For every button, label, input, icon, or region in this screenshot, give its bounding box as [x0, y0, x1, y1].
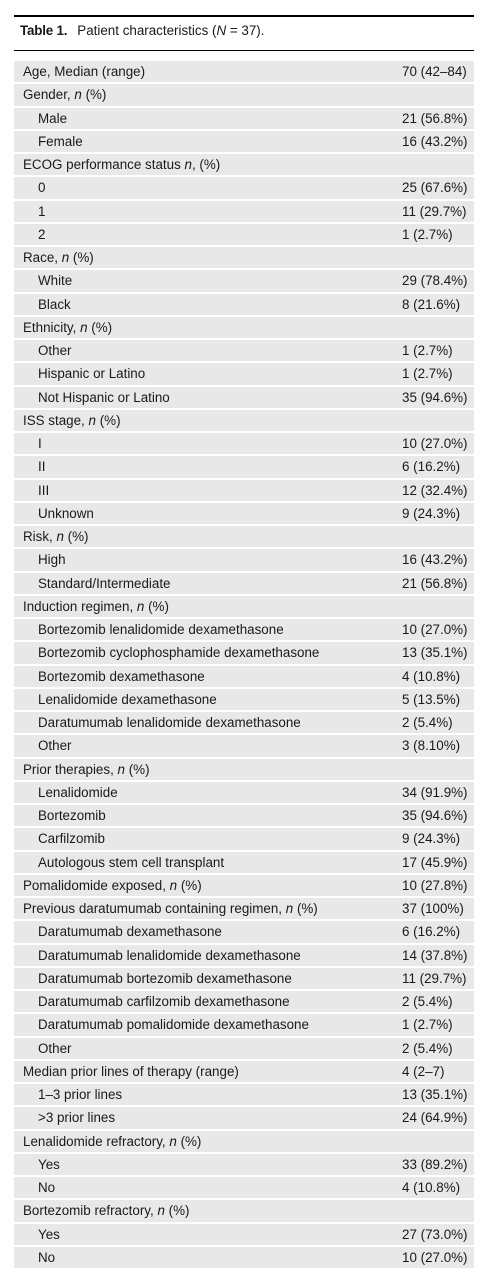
row-label-suffix: (%) — [69, 250, 94, 266]
row-label-text: Prior therapies, — [23, 761, 114, 777]
row-label-text: Lenalidomide dexamethasone — [38, 691, 217, 707]
row-value: 21 (56.8%) — [402, 573, 474, 594]
row-value: 9 (24.3%) — [402, 503, 474, 524]
row-label-text: Other — [38, 343, 72, 359]
row-label-n: n — [80, 319, 88, 335]
row-value — [402, 84, 474, 105]
table-row — [14, 642, 474, 663]
row-sublabel — [14, 1177, 402, 1198]
row-label-text: Race, — [23, 250, 58, 266]
row-label-n: n — [56, 529, 64, 545]
table-row — [14, 689, 474, 710]
row-label-suffix: (%) — [63, 529, 89, 545]
table-row — [14, 224, 474, 245]
row-label-text: Female — [38, 133, 83, 149]
row-label-n: n — [136, 598, 145, 614]
row-label-n: n — [157, 1203, 165, 1219]
row-value: 25 (67.6%) — [402, 177, 474, 198]
row-sublabel — [14, 177, 402, 198]
row-value: 4 (10.8%) — [402, 666, 474, 687]
row-value: 29 (78.4%) — [402, 270, 474, 291]
table-row — [14, 526, 474, 547]
table-row — [14, 1224, 474, 1245]
table-row — [14, 1084, 474, 1105]
row-label-text: Standard/Intermediate — [38, 575, 171, 591]
table-row — [14, 1061, 474, 1082]
row-label-suffix: , (%) — [191, 157, 221, 173]
table-row — [14, 759, 474, 780]
row-value: 10 (27.0%) — [402, 433, 474, 454]
row-value — [402, 526, 474, 547]
table-row — [14, 735, 474, 756]
row-label-suffix: (%) — [293, 901, 318, 917]
row-label — [14, 317, 402, 338]
row-value: 10 (27.8%) — [402, 875, 474, 896]
table-row — [14, 968, 474, 989]
row-label-n: n — [117, 761, 125, 777]
row-label-suffix: (%) — [95, 412, 121, 428]
row-label-text: Bortezomib — [38, 808, 106, 824]
row-label-n: n — [285, 901, 294, 917]
row-label-text: Black — [38, 296, 71, 312]
row-sublabel — [14, 1154, 402, 1175]
row-label-text: II — [38, 459, 46, 475]
row-label-text: Daratumumab lenalidomide dexamethasone — [38, 947, 301, 963]
row-value: 10 (27.0%) — [402, 619, 474, 640]
row-sublabel — [14, 968, 402, 989]
row-label-n: n — [61, 250, 70, 266]
row-label-text: Not Hispanic or Latino — [38, 389, 170, 405]
row-value: 11 (29.7%) — [402, 201, 474, 222]
table-row — [14, 410, 474, 431]
row-label-suffix: (%) — [176, 1133, 202, 1149]
row-sublabel — [14, 131, 402, 152]
row-value: 27 (73.0%) — [402, 1224, 474, 1245]
row-value: 12 (32.4%) — [402, 480, 474, 501]
table-row — [14, 828, 474, 849]
row-label-text: Lenalidomide refractory, — [23, 1133, 166, 1149]
table-row — [14, 945, 474, 966]
row-value: 17 (45.9%) — [402, 852, 474, 873]
row-sublabel — [14, 387, 402, 408]
row-label-text: Hispanic or Latino — [38, 366, 146, 382]
row-label-text: Other — [38, 1040, 72, 1056]
table-row — [14, 433, 474, 454]
table-row — [14, 503, 474, 524]
table-row — [14, 1177, 474, 1198]
row-value — [402, 410, 474, 431]
row-value: 21 (56.8%) — [402, 108, 474, 129]
row-value: 1 (2.7%) — [402, 1014, 474, 1035]
row-label — [14, 1131, 402, 1152]
table-row — [14, 852, 474, 873]
row-label-text: Daratumumab pomalidomide dexamethasone — [38, 1017, 309, 1033]
table-row — [14, 131, 474, 152]
table-row — [14, 549, 474, 570]
table-row — [14, 921, 474, 942]
row-label-text: 2 — [38, 226, 46, 242]
row-label-text: 0 — [38, 180, 46, 196]
row-label-text: ISS stage, — [23, 412, 85, 428]
row-sublabel — [14, 828, 402, 849]
row-label-text: Daratumumab bortezomib dexamethasone — [38, 970, 292, 986]
table-row — [14, 1200, 474, 1221]
row-value: 10 (27.0%) — [402, 1247, 474, 1268]
row-value: 11 (29.7%) — [402, 968, 474, 989]
row-label-text: White — [38, 273, 73, 289]
table-caption-label: Table 1. — [20, 23, 68, 38]
row-sublabel — [14, 456, 402, 477]
table-row — [14, 1038, 474, 1059]
table-row — [14, 1247, 474, 1268]
table-row — [14, 363, 474, 384]
row-value: 2 (5.4%) — [402, 712, 474, 733]
table-row — [14, 1014, 474, 1035]
row-value: 35 (94.6%) — [402, 387, 474, 408]
row-sublabel — [14, 619, 402, 640]
row-sublabel — [14, 108, 402, 129]
table-row — [14, 154, 474, 175]
row-label — [14, 1061, 402, 1082]
table-row — [14, 1154, 474, 1175]
row-value: 37 (100%) — [402, 898, 474, 919]
row-value: 1 (2.7%) — [402, 363, 474, 384]
table-row — [14, 480, 474, 501]
row-label-suffix: (%) — [81, 87, 107, 103]
table-row — [14, 875, 474, 896]
table-row — [14, 898, 474, 919]
row-sublabel — [14, 363, 402, 384]
row-value: 2 (5.4%) — [402, 991, 474, 1012]
row-value: 33 (89.2%) — [402, 1154, 474, 1175]
row-label-text: Carfilzomib — [38, 831, 105, 847]
table-row — [14, 340, 474, 361]
table-caption-n: N — [216, 23, 227, 38]
table-row — [14, 456, 474, 477]
row-value: 1 (2.7%) — [402, 340, 474, 361]
row-label-text: Lenalidomide — [38, 784, 118, 800]
row-value: 6 (16.2%) — [402, 921, 474, 942]
row-label-text: Age, Median (range) — [23, 64, 146, 80]
row-label-text: Gender, — [23, 87, 71, 103]
row-value — [402, 1131, 474, 1152]
row-label-text: >3 prior lines — [38, 1110, 116, 1126]
table-row — [14, 1131, 474, 1152]
row-value — [402, 596, 474, 617]
table-row — [14, 805, 474, 826]
row-label-n: n — [74, 87, 82, 103]
table-row — [14, 1107, 474, 1128]
row-sublabel — [14, 666, 402, 687]
row-label-text: III — [38, 482, 50, 498]
row-value: 6 (16.2%) — [402, 456, 474, 477]
table-row — [14, 387, 474, 408]
row-value: 1 (2.7%) — [402, 224, 474, 245]
row-label — [14, 84, 402, 105]
row-value: 9 (24.3%) — [402, 828, 474, 849]
row-value — [402, 154, 474, 175]
table-caption — [20, 22, 264, 40]
row-label-text: 1–3 prior lines — [38, 1087, 123, 1103]
row-sublabel — [14, 1014, 402, 1035]
table-caption-text-post: = 37). — [226, 23, 265, 38]
row-label-text: Daratumumab dexamethasone — [38, 924, 222, 940]
table-row — [14, 596, 474, 617]
row-label-text: Bortezomib lenalidomide dexamethasone — [38, 622, 284, 638]
row-sublabel — [14, 991, 402, 1012]
row-sublabel — [14, 852, 402, 873]
row-label — [14, 759, 402, 780]
row-label-suffix: (%) — [164, 1203, 190, 1219]
row-sublabel — [14, 270, 402, 291]
table-row — [14, 270, 474, 291]
row-value: 34 (91.9%) — [402, 782, 474, 803]
row-sublabel — [14, 1107, 402, 1128]
row-label-text: Previous daratumumab containing regimen, — [23, 901, 283, 917]
row-label — [14, 410, 402, 431]
row-label — [14, 247, 402, 268]
row-value — [402, 1200, 474, 1221]
table-caption-text-pre: Patient characteristics ( — [77, 23, 217, 38]
table-row — [14, 247, 474, 268]
row-sublabel — [14, 433, 402, 454]
row-label-text: Unknown — [38, 505, 94, 521]
row-sublabel — [14, 1224, 402, 1245]
row-value: 13 (35.1%) — [402, 642, 474, 663]
table-row — [14, 619, 474, 640]
row-label-text: No — [38, 1249, 56, 1265]
row-sublabel — [14, 782, 402, 803]
table-row — [14, 84, 474, 105]
row-label-text: Risk, — [23, 529, 53, 545]
row-sublabel — [14, 805, 402, 826]
row-label-text: Median prior lines of therapy (range) — [23, 1063, 239, 1079]
row-label — [14, 526, 402, 547]
row-label-text: Other — [38, 738, 72, 754]
row-label-n: n — [88, 412, 96, 428]
row-label — [14, 596, 402, 617]
row-sublabel — [14, 573, 402, 594]
row-sublabel — [14, 1038, 402, 1059]
row-value: 8 (21.6%) — [402, 294, 474, 315]
row-sublabel — [14, 340, 402, 361]
table-row — [14, 294, 474, 315]
row-value: 5 (13.5%) — [402, 689, 474, 710]
row-sublabel — [14, 689, 402, 710]
row-label-suffix: (%) — [125, 761, 150, 777]
row-label-n: n — [169, 1133, 177, 1149]
row-label-n: n — [169, 877, 178, 893]
table-container — [14, 50, 474, 1284]
row-label — [14, 61, 402, 82]
table-row — [14, 317, 474, 338]
row-value: 13 (35.1%) — [402, 1084, 474, 1105]
row-label-text: Ethnicity, — [23, 319, 77, 335]
table-row — [14, 108, 474, 129]
table-row — [14, 666, 474, 687]
row-label-text: Bortezomib cyclophosphamide dexamethasone — [38, 645, 320, 661]
row-label-text: Daratumumab lenalidomide dexamethasone — [38, 715, 301, 731]
row-sublabel — [14, 712, 402, 733]
row-sublabel — [14, 1084, 402, 1105]
table-row — [14, 573, 474, 594]
top-rule — [14, 15, 474, 17]
row-sublabel — [14, 945, 402, 966]
row-value: 2 (5.4%) — [402, 1038, 474, 1059]
row-value — [402, 247, 474, 268]
row-label — [14, 154, 402, 175]
patient-characteristics-table — [14, 59, 474, 1270]
row-label-text: Bortezomib dexamethasone — [38, 668, 205, 684]
table-body — [14, 61, 474, 1268]
row-label — [14, 875, 402, 896]
row-sublabel — [14, 503, 402, 524]
row-label-text: Yes — [38, 1156, 60, 1172]
row-value: 14 (37.8%) — [402, 945, 474, 966]
row-label-text: Autologous stem cell transplant — [38, 854, 225, 870]
row-sublabel — [14, 201, 402, 222]
row-sublabel — [14, 735, 402, 756]
table-row — [14, 782, 474, 803]
table-row — [14, 712, 474, 733]
row-value: 4 (2–7) — [402, 1061, 474, 1082]
row-label-text: 1 — [38, 203, 46, 219]
row-value — [402, 317, 474, 338]
row-label-text: ECOG performance status — [23, 157, 181, 173]
row-sublabel — [14, 294, 402, 315]
table-row — [14, 201, 474, 222]
table-row — [14, 177, 474, 198]
row-sublabel — [14, 480, 402, 501]
row-value: 16 (43.2%) — [402, 131, 474, 152]
row-value: 24 (64.9%) — [402, 1107, 474, 1128]
row-label-text: No — [38, 1180, 56, 1196]
row-label-text: Induction regimen, — [23, 598, 134, 614]
row-label-text: Bortezomib refractory, — [23, 1203, 154, 1219]
row-label-n: n — [184, 157, 192, 173]
row-sublabel — [14, 549, 402, 570]
row-value: 4 (10.8%) — [402, 1177, 474, 1198]
row-label-text: Daratumumab carfilzomib dexamethasone — [38, 994, 290, 1010]
row-label-text: I — [38, 436, 42, 452]
row-label-suffix: (%) — [177, 877, 202, 893]
row-label-text: Yes — [38, 1226, 60, 1242]
row-sublabel — [14, 642, 402, 663]
row-value: 35 (94.6%) — [402, 805, 474, 826]
row-value: 3 (8.10%) — [402, 735, 474, 756]
row-label-suffix: (%) — [144, 598, 169, 614]
row-label-suffix: (%) — [87, 319, 113, 335]
table-row — [14, 991, 474, 1012]
row-label-text: Pomalidomide exposed, — [23, 877, 166, 893]
row-sublabel — [14, 1247, 402, 1268]
row-sublabel — [14, 224, 402, 245]
row-label-text: High — [38, 552, 66, 568]
row-label — [14, 898, 402, 919]
table-row — [14, 61, 474, 82]
row-value: 70 (42–84) — [402, 61, 474, 82]
row-label — [14, 1200, 402, 1221]
row-value — [402, 759, 474, 780]
row-label-text: Male — [38, 110, 68, 126]
row-sublabel — [14, 921, 402, 942]
row-value: 16 (43.2%) — [402, 549, 474, 570]
